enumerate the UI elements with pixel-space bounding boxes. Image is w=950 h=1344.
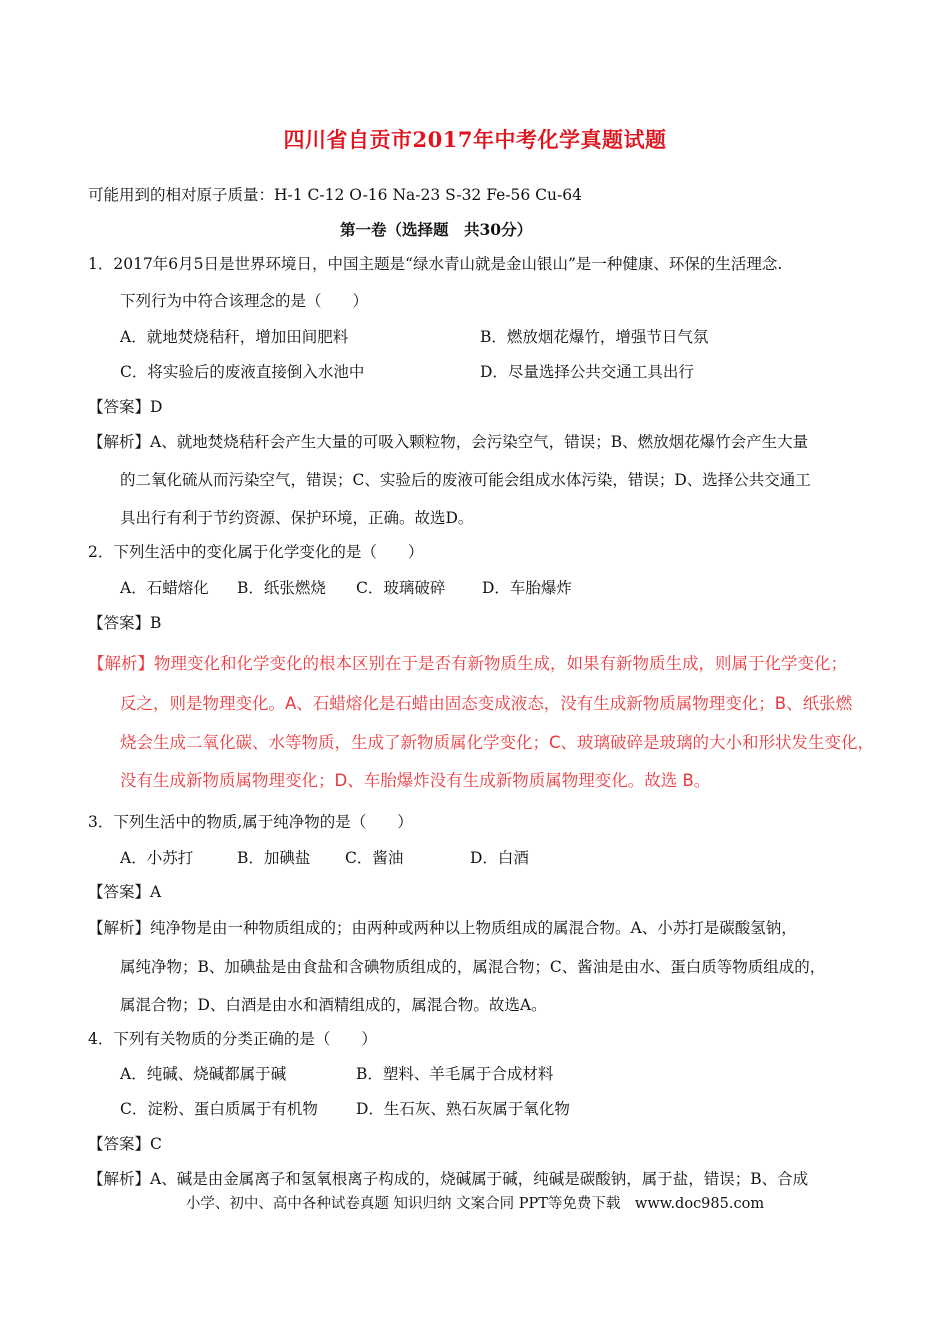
q1-option-b: B．燃放烟花爆竹，增强节日气氛 [480, 328, 709, 346]
q2-analysis-line: 【解析】物理变化和化学变化的根本区别在于是否有新物质生成，如果有新物质生成，则属于化学变化； [88, 654, 847, 673]
q3-option-b: B．加碘盐 [237, 849, 311, 867]
q1-analysis-line: 【解析】A、就地焚烧秸秆会产生大量的可吸入颗粒物，会污染空气，错误；B、燃放烟花爆竹会产生大量 [88, 433, 809, 451]
q3-analysis-line: 属纯净物；B、加碘盐是由食盐和含碘物质组成的，属混合物；C、酱油是由水、蛋白质等物质组成的， [120, 958, 826, 976]
q4-option-b: B．塑料、羊毛属于合成材料 [356, 1065, 554, 1083]
q4-option-a: A．纯碱、烧碱都属于碱 [120, 1065, 287, 1083]
q2-answer: 【答案】B [88, 614, 162, 632]
q2-option-a: A．石蜡熔化 [120, 579, 209, 597]
q1-option-a: A．就地焚烧秸秆，增加田间肥料 [120, 328, 349, 346]
q1-answer: 【答案】D [88, 398, 163, 416]
q3-answer: 【答案】A [88, 883, 162, 901]
q1-analysis-line: 具出行有利于节约资源、保护环境，正确。故选D。 [120, 509, 474, 527]
footer-download-link[interactable]: 小学、初中、高中各种试卷真题 知识归纳 文案合同 PPT等免费下载 www.doc985.com [185, 1196, 765, 1212]
q4-answer: 【答案】C [88, 1135, 162, 1153]
q1-option-d: D．尽量选择公共交通工具出行 [480, 363, 694, 381]
q4-analysis-line: 【解析】A、碱是由金属离子和氢氧根离子构成的，烧碱属于碱，纯碱是碳酸钠，属于盐，错误；B、合成 [88, 1170, 809, 1188]
q1-option-c: C．将实验后的废液直接倒入水池中 [120, 363, 365, 381]
q1-stem-line1: 1．2017年6月5日是世界环境日，中国主题是“绿水青山就是金山银山”是一种健康、环保的生活理念. [88, 255, 783, 273]
q2-analysis-line: 反之，则是物理变化。A、石蜡熔化是石蜡由固态变成液态，没有生成新物质属物理变化；B、纸张燃 [120, 694, 853, 713]
q1-analysis-line: 的二氧化硫从而污染空气，错误；C、实验后的废液可能会组成水体污染，错误；D、选择公共交通工 [120, 471, 811, 489]
q4-option-c: C．淀粉、蛋白质属于有机物 [120, 1100, 318, 1118]
q3-analysis-line: 属混合物；D、白酒是由水和酒精组成的，属混合物。故选A。 [120, 996, 547, 1014]
section-title: 第一卷（选择题 共30分） [340, 220, 533, 239]
q2-option-d: D．车胎爆炸 [482, 579, 572, 597]
q3-analysis-line: 【解析】纯净物是由一种物质组成的；由两种或两种以上物质组成的属混合物。A、小苏打是碳酸氢钠， [88, 919, 797, 937]
q3-option-c: C．酱油 [345, 849, 404, 867]
page-title: 四川省自贡市2017年中考化学真题试题 [283, 127, 667, 152]
q2-analysis-line: 烧会生成二氧化碳、水等物质，生成了新物质属化学变化；C、玻璃破碎是玻璃的大小和形状发生变化， [120, 733, 875, 752]
q3-option-d: D．白酒 [470, 849, 529, 867]
q2-analysis-line: 没有生成新物质属物理变化；D、车胎爆炸没有生成新物质属物理变化。故选 B。 [120, 771, 711, 790]
q1-stem-line2: 下列行为中符合该理念的是（ ） [120, 292, 369, 310]
q4-option-d: D．生石灰、熟石灰属于氧化物 [356, 1100, 570, 1118]
q2-option-b: B．纸张燃烧 [237, 579, 326, 597]
atomic-masses: 可能用到的相对原子质量：H-1 C-12 O-16 Na-23 S-32 Fe-56 Cu-64 [88, 186, 582, 204]
q2-stem: 2．下列生活中的变化属于化学变化的是（ ） [88, 543, 424, 561]
q3-stem: 3．下列生活中的物质,属于纯净物的是（ ） [88, 813, 413, 831]
q2-option-c: C．玻璃破碎 [356, 579, 446, 597]
q3-option-a: A．小苏打 [120, 849, 194, 867]
q4-stem: 4．下列有关物质的分类正确的是（ ） [88, 1030, 377, 1048]
